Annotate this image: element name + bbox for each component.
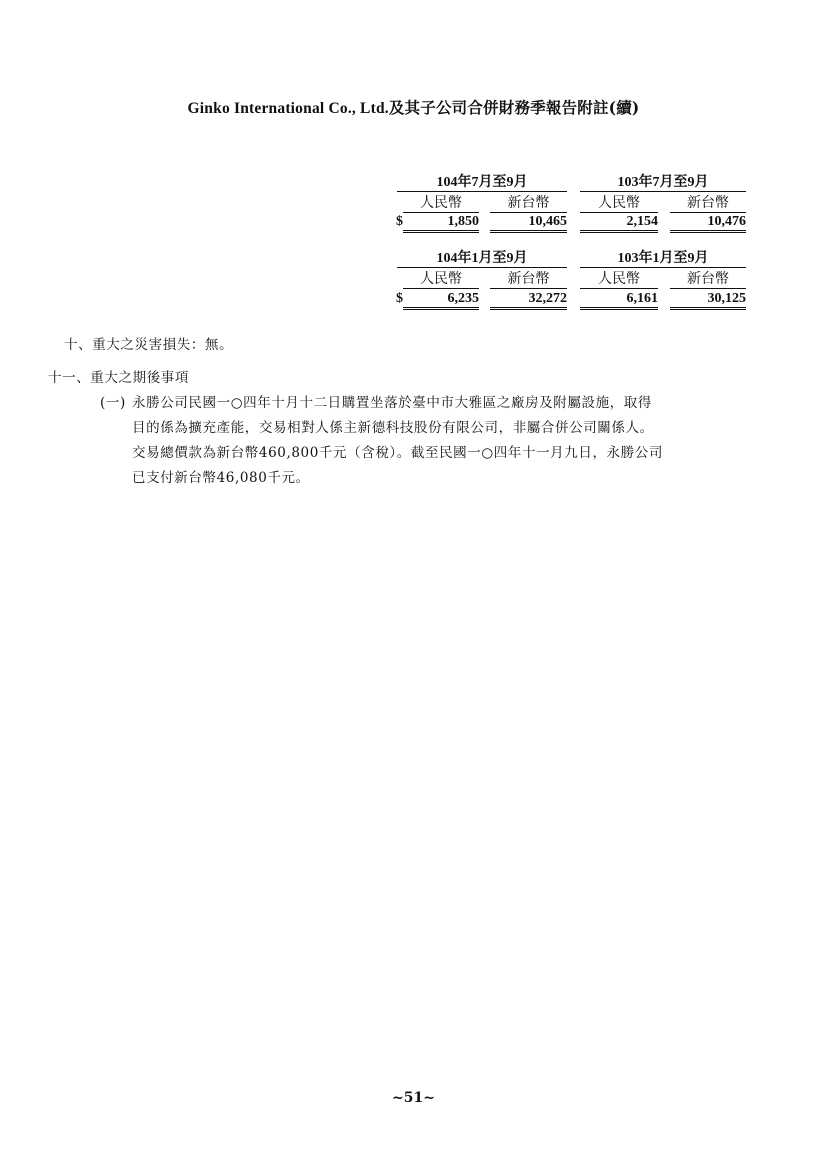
page-number: ~51~ bbox=[392, 1090, 435, 1106]
period-header: 103年7月至9月 bbox=[580, 174, 746, 192]
period-header: 103年1月至9月 bbox=[580, 250, 746, 268]
paragraph-line: 永勝公司民國一○四年十月十二日購置坐落於臺中市大雅區之廠房及附屬設施，取得 bbox=[132, 395, 652, 411]
table-cell: 30,125 bbox=[670, 290, 746, 310]
column-header-ntd: 新台幣 bbox=[490, 271, 567, 289]
column-header-rmb: 人民幣 bbox=[580, 195, 658, 213]
column-header-ntd: 新台幣 bbox=[670, 195, 746, 213]
table-cell: 2,154 bbox=[580, 213, 658, 233]
period-header: 104年7月至9月 bbox=[397, 174, 567, 192]
column-header-rmb: 人民幣 bbox=[403, 195, 479, 213]
paragraph-line: 目的係為擴充產能，交易相對人係主新德科技股份有限公司，非屬合併公司關係人。 bbox=[132, 420, 654, 436]
table-cell: 1,850 bbox=[403, 213, 479, 233]
section-11-heading: 十一、重大之期後事項 bbox=[48, 370, 189, 386]
page-title bbox=[0, 96, 827, 118]
currency-symbol: $ bbox=[396, 214, 403, 229]
paragraph-line: 已支付新台幣46,080千元。 bbox=[132, 470, 310, 486]
section-10: 十、重大之災害損失：無。 bbox=[64, 337, 234, 353]
column-header-rmb: 人民幣 bbox=[580, 271, 658, 289]
title-chinese: 及其子公司合併財務季報告附註(續) bbox=[388, 98, 640, 117]
column-header-ntd: 新台幣 bbox=[490, 195, 567, 213]
currency-symbol: $ bbox=[396, 291, 403, 306]
table-cell: 6,235 bbox=[403, 290, 479, 310]
table-cell: 6,161 bbox=[580, 290, 658, 310]
period-header: 104年1月至9月 bbox=[397, 250, 567, 268]
column-header-ntd: 新台幣 bbox=[670, 271, 746, 289]
paragraph-line: 交易總價款為新台幣460,800千元（含稅）。截至民國一○四年十一月九日，永勝公司 bbox=[132, 445, 663, 461]
table-cell: 10,476 bbox=[670, 213, 746, 233]
table-cell: 32,272 bbox=[490, 290, 567, 310]
column-header-rmb: 人民幣 bbox=[403, 271, 479, 289]
section-11-item-label: (一) bbox=[100, 395, 126, 411]
title-english: Ginko International Co., Ltd. bbox=[187, 100, 389, 117]
table-cell: 10,465 bbox=[490, 213, 567, 233]
